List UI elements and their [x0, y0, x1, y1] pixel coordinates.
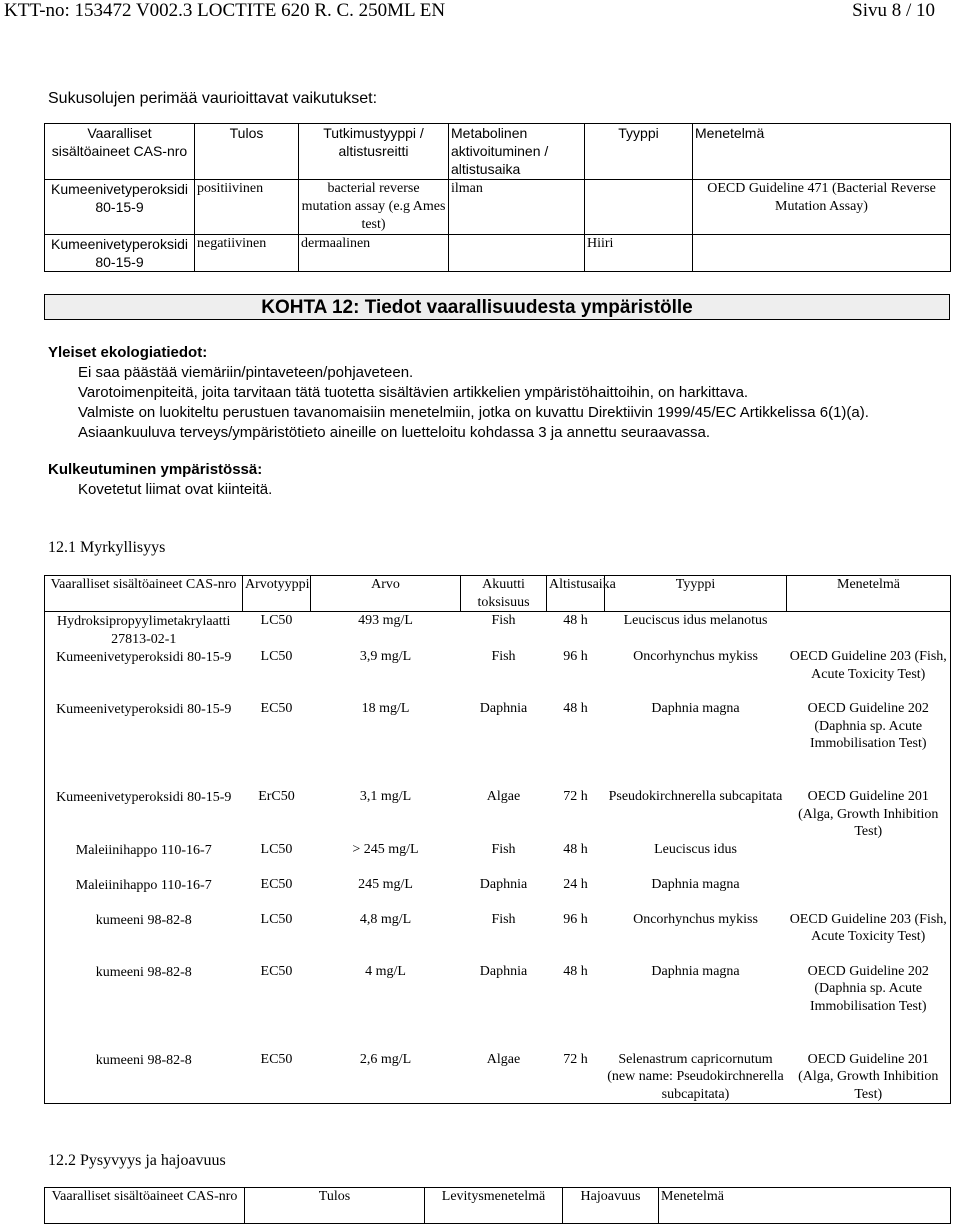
- table-cell: Hiiri: [585, 235, 693, 272]
- table-cell: 48 h: [563, 613, 588, 628]
- table-cell: LC50: [260, 841, 293, 857]
- table-header-row: [45, 1188, 951, 1224]
- table-cell: > 245 mg/L: [352, 841, 419, 857]
- table-cell: Daphnia: [479, 963, 528, 979]
- col-header: Arvo: [311, 576, 461, 612]
- table-cell: OECD Guideline 201 (Alga, Growth Inhibition Test): [798, 789, 939, 839]
- table-cell: kumeeni 98-82-8: [95, 912, 192, 928]
- table-cell: EC50: [260, 963, 293, 979]
- table-cell: Maleiinihappo 110-16-7: [75, 842, 212, 858]
- col-header: Altistusaika: [547, 576, 605, 612]
- table-cell: LC50: [260, 649, 293, 664]
- table-cell: Fish: [491, 911, 516, 927]
- table-row: [45, 612, 951, 649]
- table-cell: Daphnia magna: [651, 701, 740, 716]
- table-cell: ilman: [449, 180, 585, 235]
- mutagenicity-title: Sukusolujen perimää vaurioittavat vaikutukset:: [48, 90, 378, 107]
- table-row: [45, 963, 951, 1051]
- table-cell: Kumeenivetyperoksidi 80-15-9: [45, 235, 195, 272]
- table-cell: ErC50: [258, 789, 295, 804]
- col-header: Vaaralliset sisältöaineet CAS-nro: [45, 1188, 245, 1224]
- toxicity-title: 12.1 Myrkyllisyys: [48, 539, 166, 556]
- table-cell: OECD Guideline 201 (Alga, Growth Inhibition Test): [798, 1051, 939, 1102]
- table-cell: 24 h: [563, 876, 588, 892]
- table-row: [45, 648, 951, 700]
- table-cell: [787, 841, 951, 876]
- table-cell: Fish: [491, 613, 516, 628]
- col-header: Tutkimustyyppi / altistusreitti: [299, 124, 449, 180]
- table-cell: 3,1 mg/L: [359, 789, 412, 804]
- table-cell: Pseudokirchnerella subcapitata: [608, 789, 783, 804]
- table-cell: Leuciscus idus melanotus: [623, 613, 768, 628]
- table-cell: OECD Guideline 471 (Bacterial Reverse Mutation Assay): [693, 180, 951, 235]
- table-cell: [449, 235, 585, 272]
- col-header: Tulos: [245, 1188, 425, 1224]
- page-number: Sivu 8 / 10: [852, 0, 935, 21]
- table-cell: Hydroksipropyylimetakrylaatti 27813-02-1: [57, 614, 231, 647]
- table-cell: 72 h: [563, 789, 588, 804]
- col-header: Menetelmä: [693, 124, 951, 180]
- table-cell: Leuciscus idus: [654, 841, 737, 857]
- table-cell: 493 mg/L: [358, 613, 413, 628]
- table-cell: LC50: [260, 613, 293, 628]
- mobility-text: Kovetetut liimat ovat kiinteitä.: [78, 481, 273, 498]
- section-12-heading: KOHTA 12: Tiedot vaarallisuudesta ympäristölle: [44, 294, 950, 320]
- table-cell: [787, 612, 951, 649]
- table-cell: 2,6 mg/L: [359, 1051, 412, 1067]
- table-cell: Daphnia magna: [651, 963, 740, 979]
- table-cell: 48 h: [563, 963, 588, 979]
- table-row: [45, 841, 951, 876]
- table-cell: 18 mg/L: [361, 701, 410, 716]
- table-row: [45, 1051, 951, 1104]
- general-eco-line: Ei saa päästää viemäriin/pintaveteen/pohjaveteen.: [78, 364, 414, 381]
- table-cell: OECD Guideline 202 (Daphnia sp. Acute Immobilisation Test): [807, 963, 929, 1014]
- table-cell: Kumeenivetyperoksidi 80-15-9: [56, 650, 232, 665]
- table-cell: [693, 235, 951, 272]
- table-row: [45, 911, 951, 963]
- table-cell: Algae: [486, 1051, 521, 1067]
- table-cell: 245 mg/L: [358, 876, 413, 892]
- persistence-title: 12.2 Pysyvyys ja hajoavuus: [48, 1152, 226, 1169]
- table-cell: bacterial reverse mutation assay (e.g Ames test): [299, 180, 449, 235]
- table-cell: [787, 876, 951, 911]
- table-cell: Oncorhynchus mykiss: [633, 649, 758, 664]
- table-cell: Selenastrum capricornutum (new name: Pseudokirchnerella subcapitata): [607, 1051, 784, 1102]
- col-header: Tyyppi: [585, 124, 693, 180]
- table-cell: 48 h: [563, 841, 588, 857]
- table-cell: Daphnia magna: [651, 876, 740, 892]
- persistence-table: [44, 1187, 951, 1224]
- col-header: Metabolinen aktivoituminen / altistusaika: [449, 124, 585, 180]
- table-cell: EC50: [260, 876, 293, 892]
- col-header: Hajoavuus: [563, 1188, 659, 1224]
- col-header: Vaaralliset sisältöaineet CAS-nro: [45, 124, 195, 180]
- table-cell: dermaalinen: [299, 235, 449, 272]
- table-cell: Daphnia: [479, 701, 528, 716]
- col-header: Tyyppi: [605, 576, 787, 612]
- table-cell: kumeeni 98-82-8: [95, 964, 192, 980]
- table-row: [45, 235, 951, 272]
- table-cell: Kumeenivetyperoksidi 80-15-9: [56, 790, 232, 805]
- table-cell: negatiivinen: [195, 235, 299, 272]
- mobility-title: Kulkeutuminen ympäristössä:: [48, 461, 263, 478]
- table-cell: [585, 180, 693, 235]
- table-cell: 4 mg/L: [365, 963, 406, 979]
- table-cell: 96 h: [563, 911, 588, 927]
- table-row: [45, 700, 951, 788]
- table-cell: Fish: [491, 841, 516, 857]
- table-cell: Oncorhynchus mykiss: [633, 911, 758, 927]
- table-cell: Daphnia: [479, 876, 528, 892]
- mutagenicity-table: [44, 123, 951, 272]
- table-cell: LC50: [260, 911, 293, 927]
- table-cell: EC50: [260, 1051, 293, 1067]
- table-cell: kumeeni 98-82-8: [95, 1052, 192, 1068]
- general-eco-line: Asiaankuuluva terveys/ympäristötieto aineille on luetteloitu kohdassa 3 ja annettu seuraavassa.: [78, 424, 711, 441]
- table-cell: Kumeenivetyperoksidi 80-15-9: [45, 180, 195, 235]
- table-cell: EC50: [260, 701, 293, 716]
- general-eco-line: Varotoimenpiteitä, joita tarvitaan tätä tuotetta sisältävien artikkelien ympäristöhaittoihin, on harkittava.: [78, 384, 749, 401]
- general-eco-title: Yleiset ekologiatiedot:: [48, 344, 208, 361]
- table-cell: 96 h: [563, 649, 588, 664]
- table-row: [45, 788, 951, 841]
- col-header: Menetelmä: [787, 576, 951, 612]
- toxicity-table: [44, 575, 951, 1104]
- table-row: [45, 180, 951, 235]
- col-header: Tulos: [195, 124, 299, 180]
- table-cell: Fish: [491, 649, 516, 664]
- document-header-id: KTT-no: 153472 V002.3 LOCTITE 620 R. C. 250ML EN: [4, 0, 446, 21]
- table-cell: OECD Guideline 203 (Fish, Acute Toxicity Test): [789, 911, 947, 944]
- col-header: Levitysmenetelmä: [425, 1188, 563, 1224]
- general-eco-line: Valmiste on luokiteltu perustuen tavanomaisiin menetelmiin, jotka on kuvattu Direktiivin 1999/45/EC Artikkelissa 6(1)(a).: [78, 404, 869, 421]
- table-cell: Maleiinihappo 110-16-7: [75, 877, 212, 893]
- col-header: Arvotyyppi: [243, 576, 311, 612]
- table-cell: Kumeenivetyperoksidi 80-15-9: [56, 702, 232, 717]
- table-row: [45, 876, 951, 911]
- col-header: Akuutti toksisuus: [461, 576, 547, 612]
- table-cell: OECD Guideline 203 (Fish, Acute Toxicity Test): [789, 649, 947, 682]
- table-cell: positiivinen: [195, 180, 299, 235]
- table-cell: 72 h: [563, 1051, 588, 1067]
- table-cell: OECD Guideline 202 (Daphnia sp. Acute Immobilisation Test): [807, 701, 929, 751]
- table-cell: Algae: [486, 789, 521, 804]
- col-header: Vaaralliset sisältöaineet CAS-nro: [45, 576, 243, 612]
- table-header-row: [45, 124, 951, 180]
- table-cell: 48 h: [563, 701, 588, 716]
- table-cell: 4,8 mg/L: [359, 911, 412, 927]
- col-header: Menetelmä: [659, 1188, 951, 1224]
- table-header-row: [45, 576, 951, 612]
- table-cell: 3,9 mg/L: [359, 649, 412, 664]
